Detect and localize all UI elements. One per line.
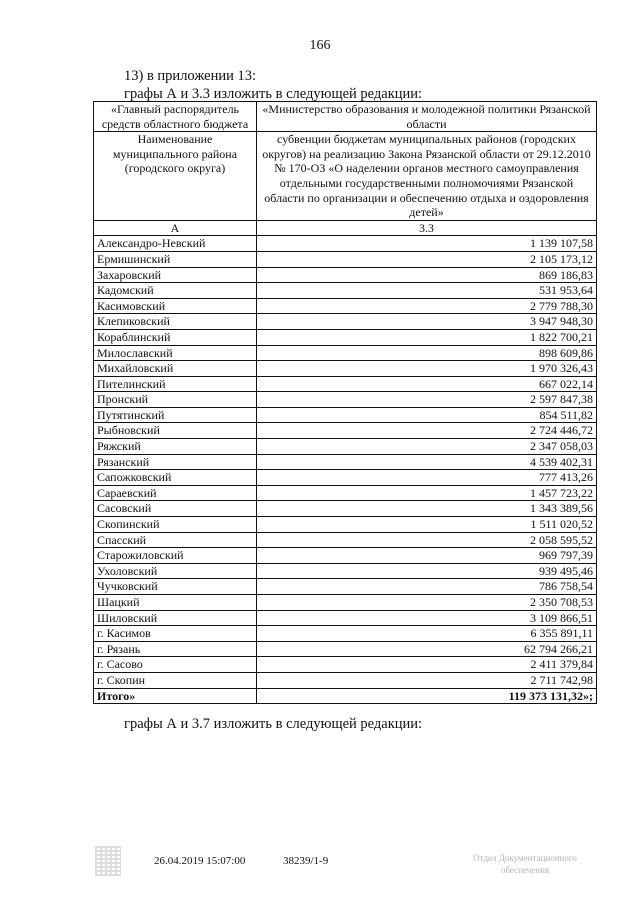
subvention-amount: 1 822 700,21 — [257, 329, 597, 345]
table-row — [94, 470, 597, 486]
subvention-amount: 869 186,83 — [257, 267, 597, 283]
table-row — [94, 376, 597, 392]
column-a-label: А — [94, 220, 257, 236]
district-name: Кадомский — [94, 283, 257, 299]
table-row — [94, 267, 597, 283]
subvention-amount: 1 343 389,56 — [257, 501, 597, 517]
table-row — [94, 361, 597, 377]
district-name: Ермишинский — [94, 251, 257, 267]
subvention-amount: 898 609,86 — [257, 345, 597, 361]
table-row — [94, 657, 597, 673]
header-subvention-description: субвенции бюджетам муниципальных районов (городских округов) на реализацию Закона Рязанской области от 29.12.2010 № 170-ОЗ «О наделении органов местного самоуправления отдельными государственными полномочиями Рязанской области по организации и обеспечению отдыха и оздоровления детей» — [257, 132, 597, 221]
subvention-amount: 786 758,54 — [257, 579, 597, 595]
subvention-amount: 1 511 020,52 — [257, 517, 597, 533]
subvention-amount: 2 779 788,30 — [257, 298, 597, 314]
district-name: Михайловский — [94, 361, 257, 377]
table-row — [94, 392, 597, 408]
subvention-amount: 4 539 402,31 — [257, 454, 597, 470]
page-number: 166 — [309, 38, 331, 53]
subvention-amount: 854 511,82 — [257, 407, 597, 423]
subvention-amount: 969 797,39 — [257, 548, 597, 564]
header-row-1 — [94, 102, 597, 132]
subvention-amount: 2 597 847,38 — [257, 392, 597, 408]
table-row — [94, 532, 597, 548]
district-name: Шацкий — [94, 595, 257, 611]
table-row — [94, 439, 597, 455]
district-name: Милославский — [94, 345, 257, 361]
district-name: Ухоловский — [94, 563, 257, 579]
district-name: Спасский — [94, 532, 257, 548]
subvention-amount: 2 411 379,84 — [257, 657, 597, 673]
table-row — [94, 579, 597, 595]
subvention-amount: 3 109 866,51 — [257, 610, 597, 626]
table-row — [94, 345, 597, 361]
table-row — [94, 329, 597, 345]
subvention-amount: 939 495,46 — [257, 563, 597, 579]
column-3-3-label: 3.3 — [257, 220, 597, 236]
subvention-amount: 2 711 742,98 — [257, 672, 597, 688]
subvention-amount: 1 139 107,58 — [257, 236, 597, 252]
table-row — [94, 423, 597, 439]
header-row-2 — [94, 132, 597, 221]
district-name: г. Скопин — [94, 672, 257, 688]
district-name: Сараевский — [94, 485, 257, 501]
district-name: Путятинский — [94, 407, 257, 423]
table-row — [94, 548, 597, 564]
district-name: Сапожковский — [94, 470, 257, 486]
subvention-amount: 6 355 891,11 — [257, 626, 597, 642]
header-main-manager-label: «Главный распорядитель средств областного бюджета — [94, 102, 257, 132]
district-name: Клепиковский — [94, 314, 257, 330]
district-name: Касимовский — [94, 298, 257, 314]
table-row — [94, 501, 597, 517]
district-name: Александро-Невский — [94, 236, 257, 252]
intro-line-2: графы А и 3.3 изложить в следующей редакции: — [124, 86, 423, 102]
district-name: Захаровский — [94, 267, 257, 283]
table-row — [94, 563, 597, 579]
table-row — [94, 251, 597, 267]
table-row — [94, 314, 597, 330]
district-name: Пителинский — [94, 376, 257, 392]
district-name: Скопинский — [94, 517, 257, 533]
total-row — [94, 688, 597, 704]
barcode-mark — [95, 846, 121, 876]
district-name: Кораблинский — [94, 329, 257, 345]
table-row — [94, 283, 597, 299]
district-name: г. Касимов — [94, 626, 257, 642]
subvention-amount: 531 953,64 — [257, 283, 597, 299]
subvention-amount: 2 058 595,52 — [257, 532, 597, 548]
subvention-amount: 2 724 446,72 — [257, 423, 597, 439]
header-district-name-label: Наименование муниципального района (городского округа) — [94, 132, 257, 221]
table-row — [94, 595, 597, 611]
district-name: Ряжский — [94, 439, 257, 455]
outro-line: графы А и 3.7 изложить в следующей редакции: — [124, 716, 423, 732]
column-index-row — [94, 220, 597, 236]
footer-date: 26.04.2019 15:07:00 — [154, 855, 246, 867]
subvention-amount: 2 105 173,12 — [257, 251, 597, 267]
subvention-table — [93, 101, 597, 704]
total-amount: 119 373 131,32»; — [257, 688, 597, 704]
district-name: Рыбновский — [94, 423, 257, 439]
district-name: г. Сасово — [94, 657, 257, 673]
total-label: Итого» — [94, 688, 257, 704]
registration-stamp — [445, 852, 605, 876]
subvention-amount: 2 347 058,03 — [257, 439, 597, 455]
table-row — [94, 672, 597, 688]
table-row — [94, 610, 597, 626]
subvention-amount: 777 413,26 — [257, 470, 597, 486]
district-name: Чучковский — [94, 579, 257, 595]
table-row — [94, 485, 597, 501]
table-row — [94, 454, 597, 470]
intro-line-1: 13) в приложении 13: — [124, 68, 257, 84]
subvention-amount: 1 457 723,22 — [257, 485, 597, 501]
table-row — [94, 641, 597, 657]
district-name: Пронский — [94, 392, 257, 408]
table-row — [94, 517, 597, 533]
district-name: Рязанский — [94, 454, 257, 470]
subvention-amount: 62 794 266,21 — [257, 641, 597, 657]
stamp-line-1: Отдел Документационного — [473, 853, 577, 863]
district-name: Сасовский — [94, 501, 257, 517]
district-name: Шиловский — [94, 610, 257, 626]
footer-code: 38239/1-9 — [283, 855, 329, 867]
stamp-line-2: обеспечения — [500, 865, 550, 875]
table-row — [94, 407, 597, 423]
table-row — [94, 298, 597, 314]
table-row — [94, 236, 597, 252]
subvention-amount: 1 970 326,43 — [257, 361, 597, 377]
subvention-amount: 3 947 948,30 — [257, 314, 597, 330]
header-ministry-name: «Министерство образования и молодежной политики Рязанской области — [257, 102, 597, 132]
subvention-amount: 667 022,14 — [257, 376, 597, 392]
subvention-amount: 2 350 708,53 — [257, 595, 597, 611]
district-name: г. Рязань — [94, 641, 257, 657]
district-name: Старожиловский — [94, 548, 257, 564]
table-row — [94, 626, 597, 642]
